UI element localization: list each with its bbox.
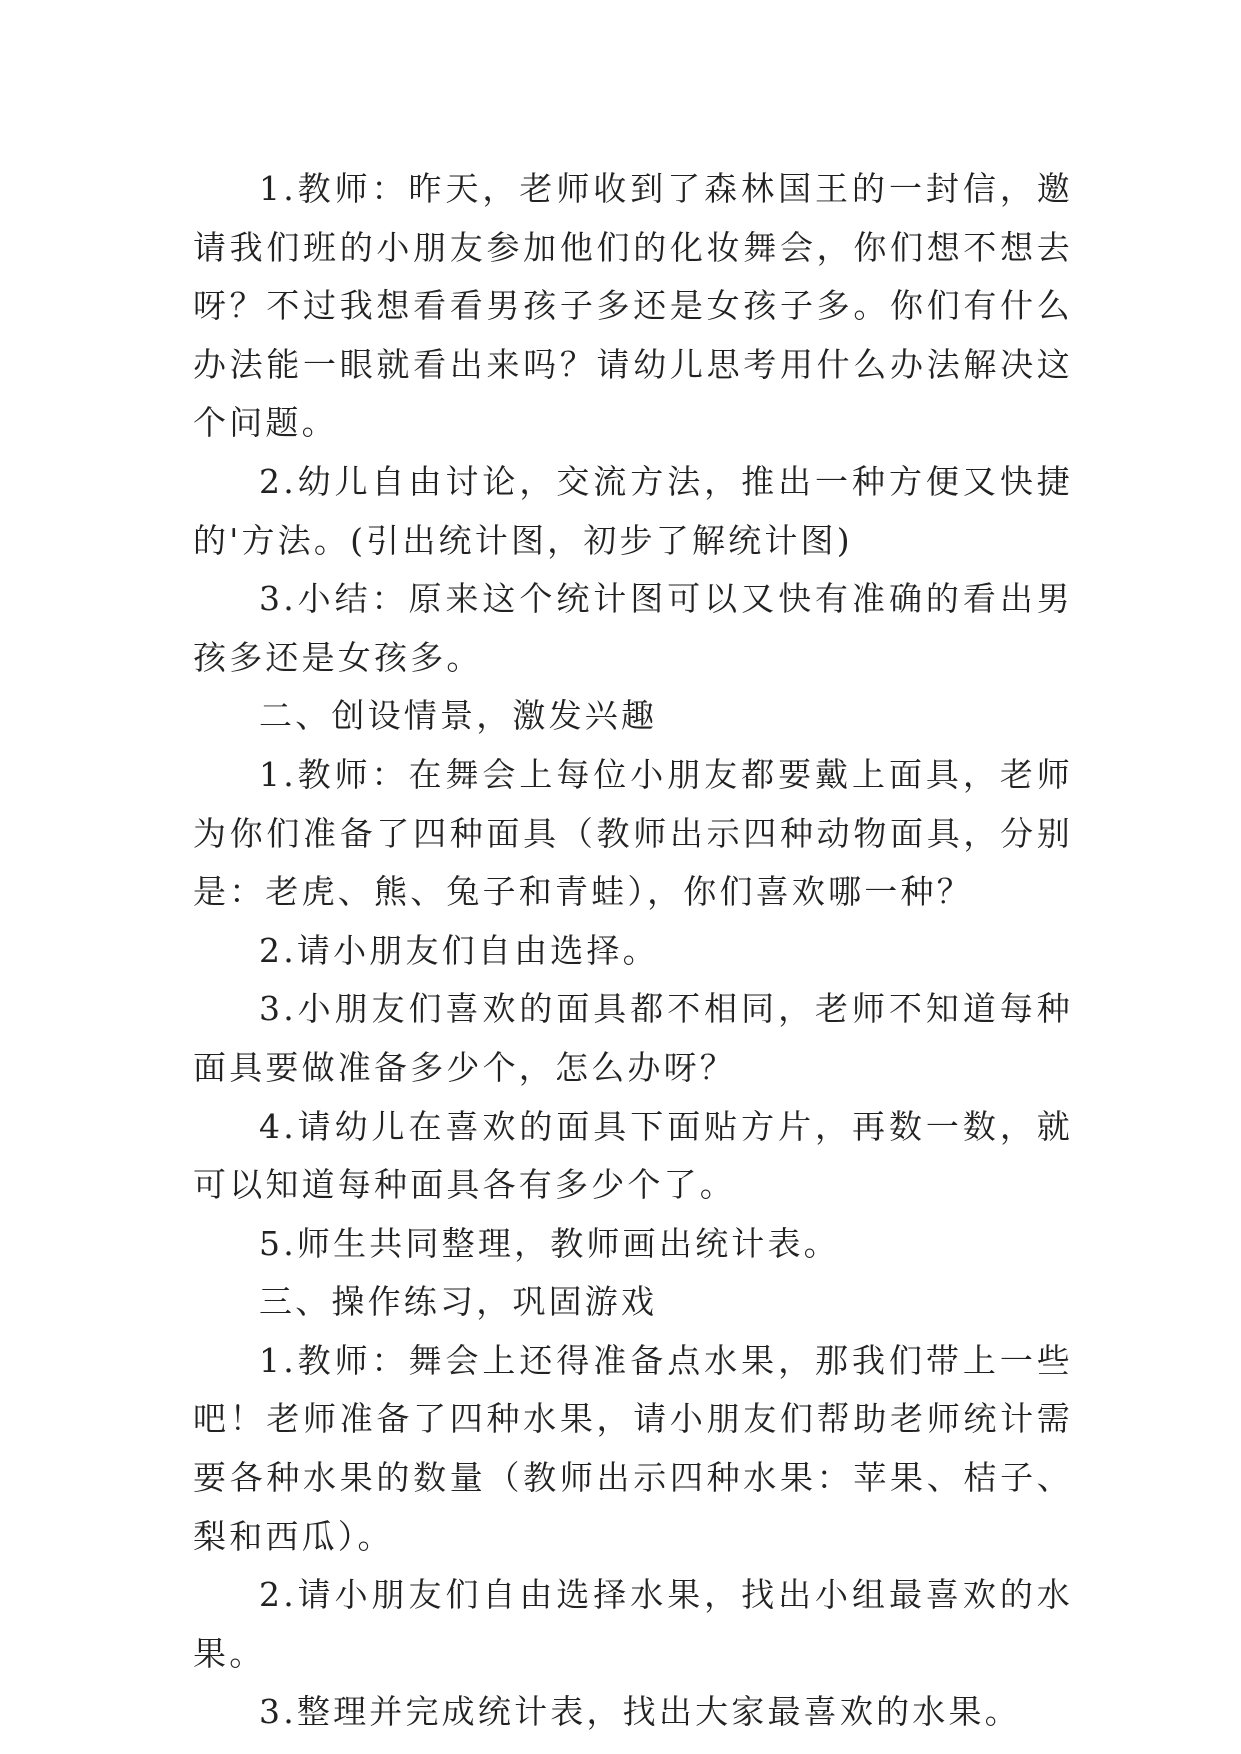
- paragraph-7: 3.小朋友们喜欢的面具都不相同，老师不知道每种面具要做准备多少个，怎么办呀？: [193, 989, 1073, 1087]
- paragraph-6: 2.请小朋友们自由选择。: [259, 930, 659, 970]
- section-heading-3: 三、操作练习，巩固游戏: [259, 1282, 658, 1322]
- paragraph-12: 2.请小朋友们自由选择水果，找出小组最喜欢的水果。: [193, 1575, 1073, 1673]
- paragraph-2: 2.幼儿自由讨论，交流方法，推出一种方便又快捷的'方法。(引出统计图，初步了解统计图): [193, 461, 1073, 560]
- section-heading-2: 二、创设情景，激发兴趣: [259, 696, 658, 736]
- paragraph-8: 4.请幼儿在喜欢的面具下面贴方片，再数一数，就可以知道每种面具各有多少个了。: [193, 1106, 1073, 1205]
- paragraph-3: 3.小结：原来这个统计图可以又快有准确的看出男孩多还是女孩多。: [193, 579, 1073, 677]
- paragraph-9: 5.师生共同整理，教师画出统计表。: [259, 1223, 840, 1263]
- paragraph-5: 1.教师：在舞会上每位小朋友都要戴上面具，老师为你们准备了四种面具（教师出示四种动物面具，分别是：老虎、熊、兔子和青蛙），你们喜欢哪一种？: [193, 754, 1073, 912]
- paragraph-1: 1.教师：昨天，老师收到了森林国王的一封信，邀请我们班的小朋友参加他们的化妆舞会，你们想不想去呀？不过我想看看男孩子多还是女孩子多。你们有什么办法能一眼就看出来吗？请幼儿思考用什么办法解决这个问题。: [193, 169, 1073, 443]
- document-body: [193, 160, 1073, 1742]
- paragraph-13: 3.整理并完成统计表，找出大家最喜欢的水果。: [259, 1692, 1021, 1732]
- paragraph-11: 1.教师：舞会上还得准备点水果，那我们带上一些吧！老师准备了四种水果，请小朋友们帮助老师统计需要各种水果的数量（教师出示四种水果：苹果、桔子、梨和西瓜）。: [193, 1340, 1073, 1556]
